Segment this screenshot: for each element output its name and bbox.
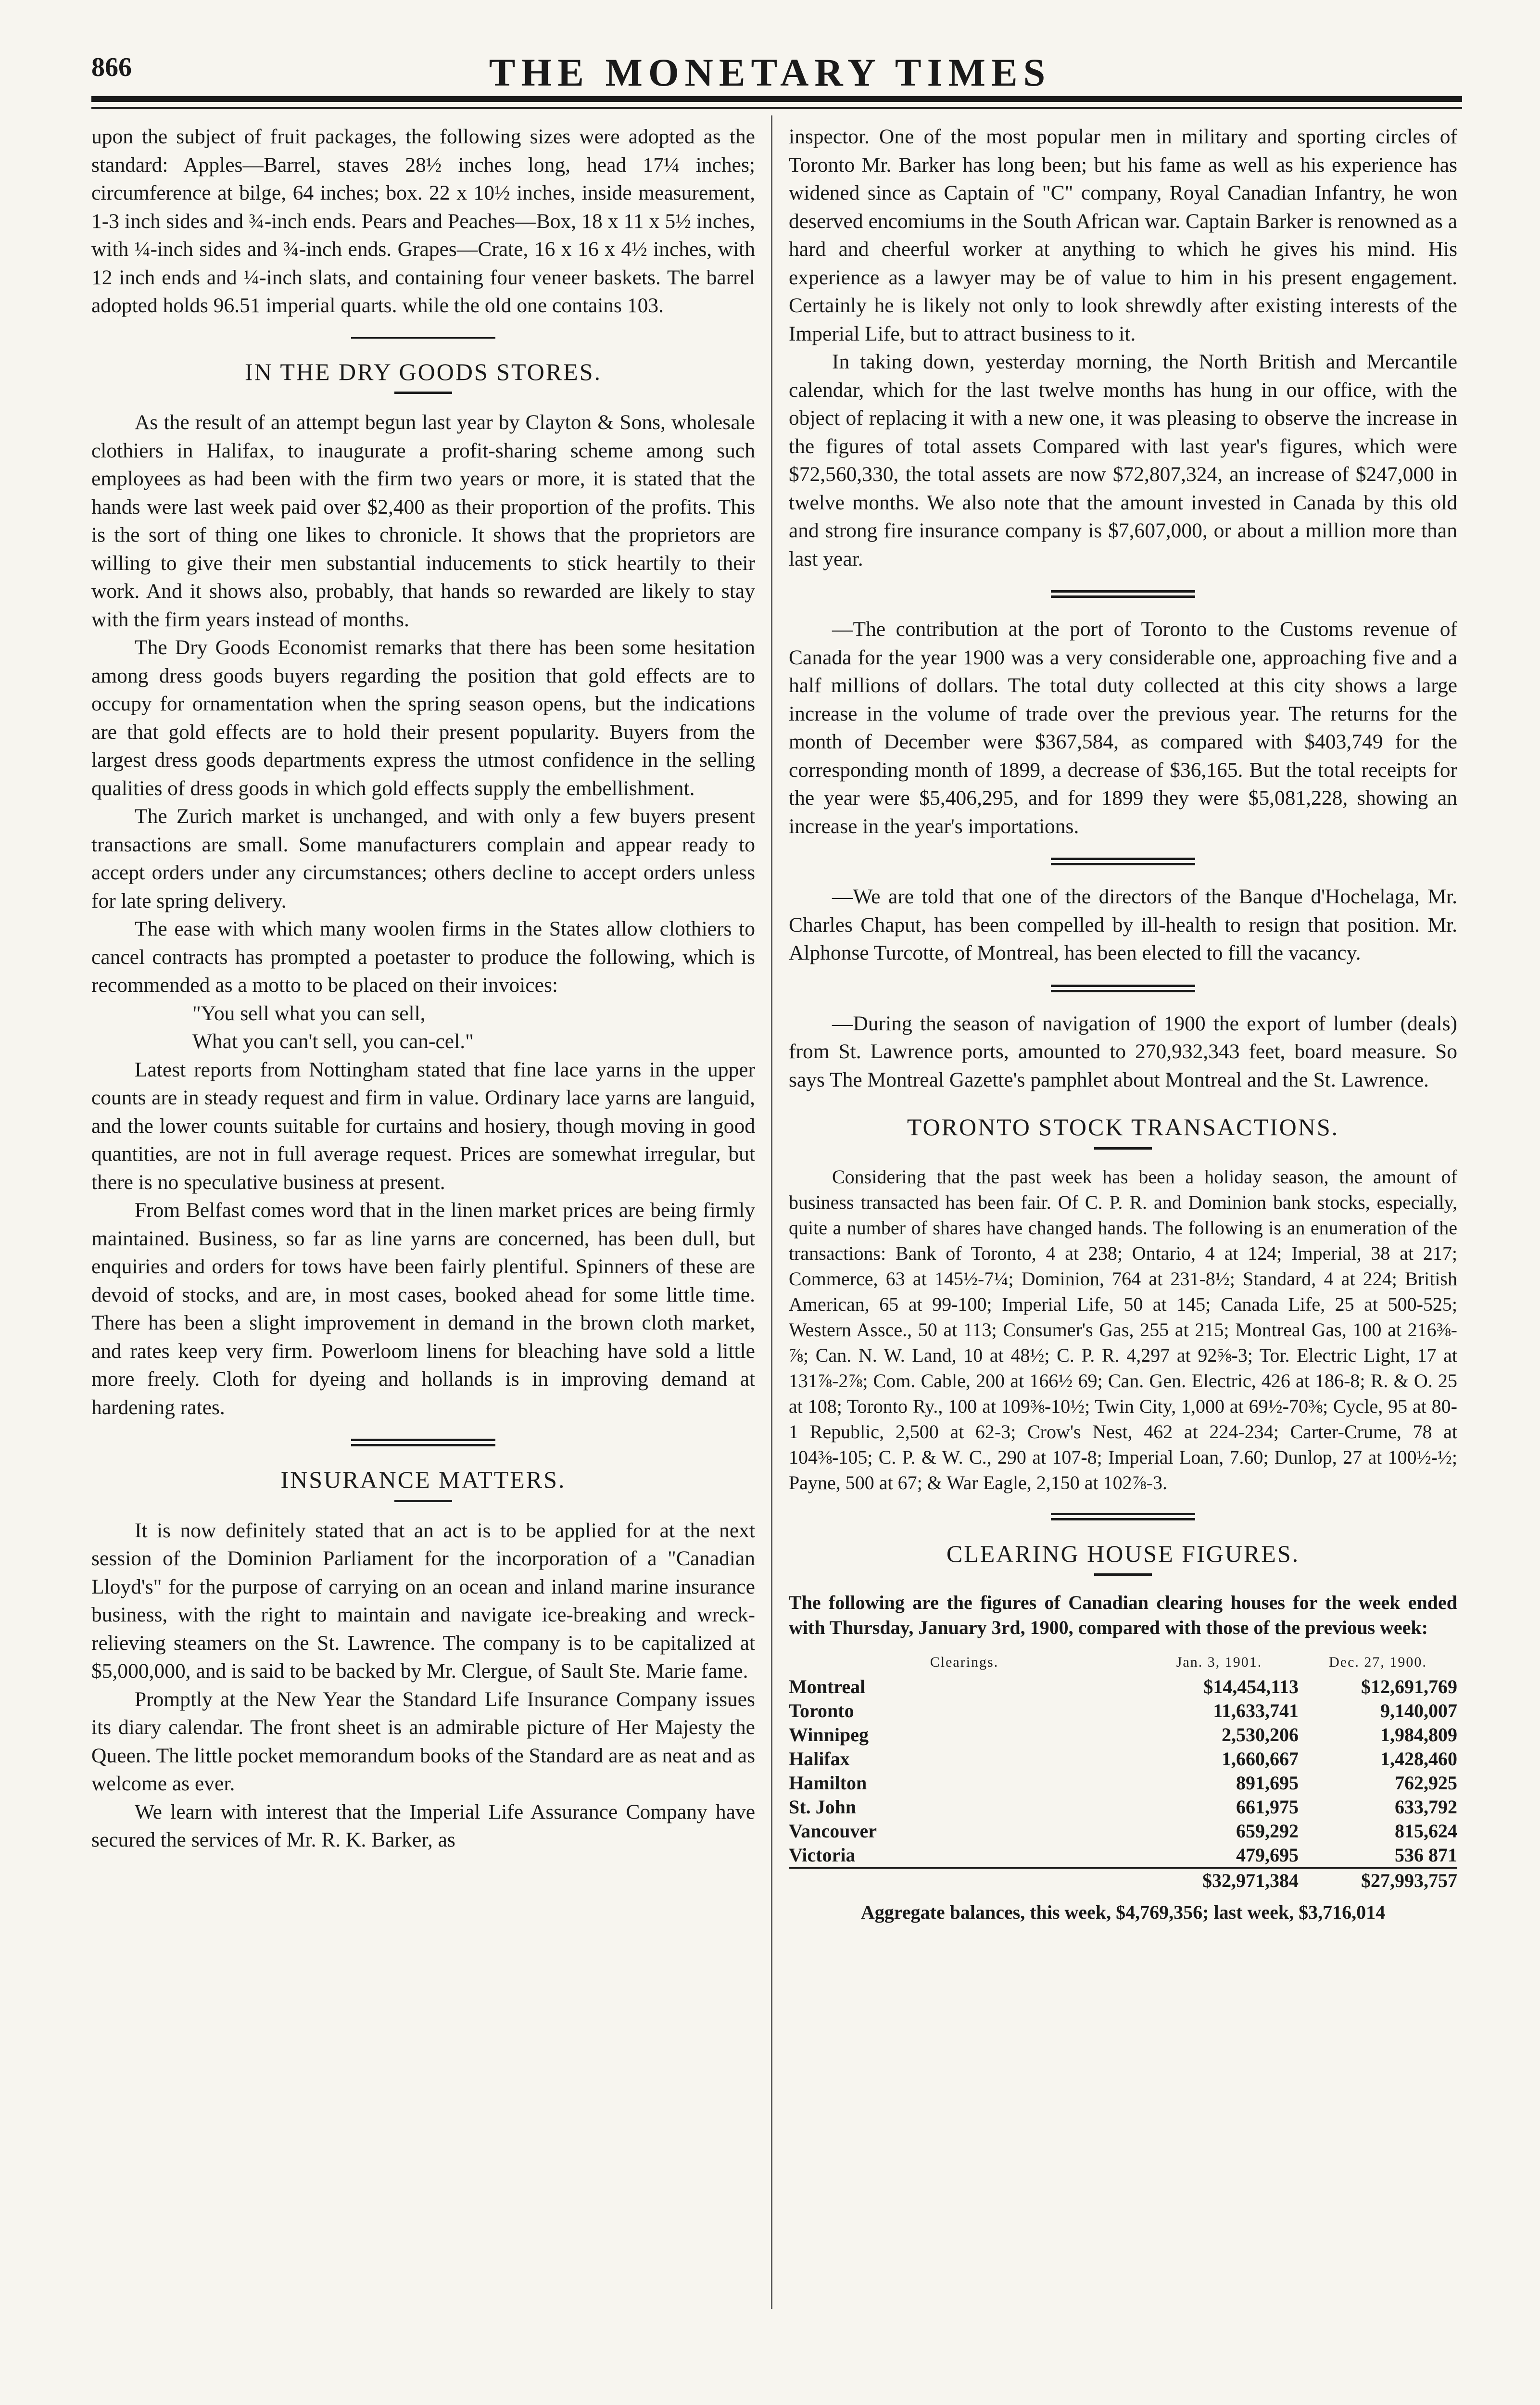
current-week-cell: 661,975 [1236, 1796, 1299, 1818]
totals-label-cell [789, 1868, 1140, 1893]
table-row [789, 1723, 1457, 1747]
dry-goods-paragraph-3: The Zurich market is unchanged, and with only a few buyers present transactions are small. Some manufacturers complain and appear ready to accept orders under any circumstances; others decline to accept orders unless for late spring delivery. [91, 805, 755, 912]
barker-paragraph: inspector. One of the most popular men in military and sporting circles of Toronto Mr. Barker has long been; but his fame as well as his experience has widened since as Captain of "C" company, Royal Canadian Infantry, he won deserved encomiums in the South African war. Captain Barker is renowned as a hard and cheerful worker at anything to which he gives his mind. His experience as a lawyer may be of value to him in his present engagement. Certainly he is likely not only to look shrewdly after existing interests of the Imperial Life, but to attract business to it. [789, 125, 1457, 345]
column-header: Clearings. [930, 1654, 999, 1670]
previous-week-cell: 536 871 [1395, 1844, 1457, 1866]
clearing-house-lead: The following are the figures of Canadian clearing houses for the week ended with Thursday, January 3rd, 1900, compared with those of the previous week: [789, 1592, 1457, 1638]
current-week-cell: 1,660,667 [1222, 1748, 1299, 1770]
masthead-rule-thin [91, 107, 1462, 109]
table-row [789, 1819, 1457, 1843]
right-column [789, 123, 1457, 1927]
section-separator [1051, 590, 1195, 598]
totals-row [789, 1868, 1457, 1893]
insurance-paragraph-1: It is now definitely stated that an act is to be applied for at the next session of the Dominion Parliament for the incorporation of a "Canadian Lloyd's" for the purpose of carrying on an ocean and inland marine insurance business, with the right to maintain and navigate ice-breaking and wreck-relieving steamers on the St. Lawrence. The company is to be capitalized at $5,000,000, and is said to be backed by Mr. Clergue, of Sault Ste. Marie fame. [91, 1519, 755, 1683]
north-british-paragraph: In taking down, yesterday morning, the North British and Mercantile calendar, which for the last twelve months has hung in our office, with the object of replacing it with a new one, it was pleasing to observe the increase in the figures of total assets Compared with last year's figures, which were $72,560,330, the total assets are now $72,807,324, an increase of $247,000 in twelve months. We also note that the amount invested in Canada by this old and strong fire insurance company is $7,607,000, or about a million more than last year. [789, 350, 1457, 570]
insurance-paragraph-2: Promptly at the New Year the Standard Life Insurance Company issues its diary calendar. The front sheet is an admirable picture of Her Majesty the Queen. The little pocket memorandum books of the Standard are as neat and as welcome as ever. [91, 1687, 755, 1795]
column-header: Jan. 3, 1901. [1176, 1654, 1262, 1670]
heading-rule [394, 392, 452, 394]
table-row [789, 1747, 1457, 1771]
current-week-cell: $14,454,113 [1203, 1676, 1299, 1697]
table-row [789, 1675, 1457, 1699]
verse-line-2: What you can't sell, you can-cel." [192, 1030, 474, 1053]
insurance-heading: INSURANCE MATTERS. [280, 1466, 566, 1493]
dry-goods-paragraph-6: From Belfast comes word that in the linen market prices are being firmly maintained. Business, so far as line yarns are concerned, has been dull, but enquiries and orders for tows have been fairly plentiful. Spinners of these are devoid of stocks, and are, in most cases, booked ahead for some little time. There has been a slight improvement in demand in the brown cloth market, and rates keep very firm. Powerloom linens for bleaching have sold a little more freely. Cloth for dyeing and hollands is in improving demand at hardening rates. [91, 1199, 755, 1419]
current-week-cell: 891,695 [1236, 1772, 1299, 1794]
city-cell: Hamilton [789, 1772, 867, 1794]
city-cell: Toronto [789, 1700, 854, 1721]
dry-goods-paragraph-4: The ease with which many woolen firms in the States allow clothiers to cancel contracts has prompted a poetaster to produce the following, which is recommended as a motto to be placed on their invoices: [91, 917, 755, 997]
current-week-total: $32,971,384 [1140, 1868, 1299, 1893]
stock-transactions-heading: TORONTO STOCK TRANSACTIONS. [907, 1114, 1339, 1140]
city-cell: Montreal [789, 1676, 866, 1697]
section-separator [1051, 858, 1195, 865]
current-week-cell: 479,695 [1236, 1844, 1299, 1866]
previous-week-cell: 762,925 [1395, 1772, 1457, 1794]
column-header: Dec. 27, 1900. [1329, 1654, 1427, 1670]
city-cell: St. John [789, 1796, 857, 1818]
lumber-paragraph: —During the season of navigation of 1900 the export of lumber (deals) from St. Lawrence ports, amounted to 270,932,343 feet, board measure. So says The Montreal Gazette's pamphlet about Montreal and the St. Lawrence. [789, 1012, 1457, 1091]
section-separator [1051, 1513, 1195, 1520]
previous-week-cell: $12,691,769 [1361, 1676, 1457, 1697]
previous-week-cell: 9,140,007 [1380, 1700, 1457, 1721]
masthead-title: THE MONETARY TIMES [489, 51, 1051, 94]
city-cell: Victoria [789, 1844, 856, 1866]
current-week-cell: 659,292 [1236, 1820, 1299, 1842]
masthead-rule-thick [91, 96, 1462, 102]
current-week-cell: 2,530,206 [1222, 1724, 1299, 1746]
column-divider [771, 115, 772, 2309]
city-cell: Vancouver [789, 1820, 877, 1842]
previous-week-cell: 633,792 [1395, 1796, 1457, 1818]
dry-goods-paragraph-5: Latest reports from Nottingham stated that fine lace yarns in the upper counts are in steady request and firm in value. Ordinary lace yarns are languid, and the lower counts suitable for curtains and hosiery, though moving in good quantities, are not in full average request. Prices are somewhat irregular, but there is no speculative business at present. [91, 1058, 755, 1194]
fruit-packages-paragraph: upon the subject of fruit packages, the following sizes were adopted as the standard: Apples—Barrel, staves 28½ inches long, head 17¼ inches; circumference at bilge, 64 inches; box. 22 x 10½ inches, inside measurement, 1-3 inch sides and ¾-inch ends. Pears and Peaches—Box, 18 x 11 x 5½ inches, with ¼-inch sides and ¾-inch ends. Grapes—Crate, 16 x 16 x 4½ inches, with 12 inch ends and ¼-inch slats, and containing four veneer baskets. The barrel adopted holds 96.51 imperial quarts. while the old one contains 103. [91, 125, 755, 317]
stock-transactions-paragraph: Considering that the past week has been a holiday season, the amount of business transacted has been fair. Of C. P. R. and Dominion bank stocks, especially, quite a number of shares have changed hands. The following is an enumeration of the transactions: Bank of Toronto, 4 at 238; Ontario, 4 at 124; Imperial, 38 at 217; Commerce, 63 at 145½-7¼; Dominion, 764 at 231-8½; Standard, 4 at 224; British American, 65 at 99-100; Imperial Life, 50 at 145; Canada Life, 25 at 500-525; Western Assce., 50 at 113; Consumer's Gas, 255 at 215; Montreal Gas, 100 at 216⅜-⅞; Can. N. W. Land, 10 at 48½; C. P. R. 4,297 at 92⅝-3; Tor. Electric Light, 17 at 131⅞-2⅞; Com. Cable, 200 at 166½ 69; Can. Gen. Electric, 426 at 186-8; R. & O. 25 at 108; Toronto Ry., 100 at 109⅜-10½; Twin City, 1,000 at 69½-70⅜; Cycle, 95 at 80-1 Republic, 2,500 at 62-3; Crow's Nest, 462 at 224-234; Carter-Crume, 78 at 104⅜-105; C. P. & W. C., 290 at 107-8; Imperial Loan, 7.60; Dunlop, 27 at 100½-½; Payne, 500 at 67; & War Eagle, 2,150 at 102⅞-3. [789, 1165, 1457, 1494]
page-number: 866 [91, 52, 132, 82]
previous-week-cell: 1,428,460 [1380, 1748, 1457, 1770]
city-cell: Halifax [789, 1748, 850, 1770]
aggregate-balances: Aggregate balances, this week, $4,769,356; last week, $3,716,014 [860, 1901, 1386, 1923]
current-week-cell: 11,633,741 [1213, 1700, 1299, 1721]
dry-goods-paragraph-2: The Dry Goods Economist remarks that there has been some hesitation among dress goods buyers regarding the position that gold effects are to occupy for ornamentation when the spring season opens, but the indications are that gold effects are to hold their present popularity. Buyers from the largest dress goods departments express the utmost confidence in the selling qualities of dress goods in which gold effects supply the embellishment. [91, 636, 755, 800]
table-header-row [789, 1650, 1457, 1675]
previous-week-cell: 1,984,809 [1380, 1724, 1457, 1746]
section-separator [1051, 985, 1195, 992]
table-row [789, 1771, 1457, 1795]
previous-week-cell: 815,624 [1395, 1820, 1457, 1842]
customs-paragraph: —The contribution at the port of Toronto to the Customs revenue of Canada for the year 1900 was a very considerable one, approaching five and a half millions of dollars. The total duty collected at this city shows a large increase in the volume of trade over the previous year. The returns for the month of December were $367,584, as compared with $403,749 for the corresponding month of 1899, a decrease of $36,165. But the total receipts for the year were $5,406,295, and for 1899 they were $5,081,228, showing an increase in the year's importations. [789, 618, 1457, 838]
heading-rule [394, 1500, 452, 1502]
clearing-house-heading: CLEARING HOUSE FIGURES. [946, 1540, 1300, 1567]
insurance-paragraph-3: We learn with interest that the Imperial Life Assurance Company have secured the services of Mr. R. K. Barker, as [91, 1800, 755, 1851]
table-row [789, 1843, 1457, 1868]
section-separator [351, 1439, 495, 1446]
banque-paragraph: —We are told that one of the directors of the Banque d'Hochelaga, Mr. Charles Chaput, has been compelled by ill-health to resign that position. Mr. Alphonse Turcotte, of Montreal, has been elected to fill the vacancy. [789, 885, 1457, 964]
left-column [91, 123, 755, 1854]
heading-rule [1094, 1573, 1152, 1576]
verse-line-1: "You sell what you can sell, [192, 1001, 426, 1025]
dry-goods-heading: IN THE DRY GOODS STORES. [245, 358, 602, 385]
previous-week-total: $27,993,757 [1299, 1868, 1457, 1893]
table-row [789, 1795, 1457, 1819]
heading-rule [1094, 1147, 1152, 1150]
city-cell: Winnipeg [789, 1724, 869, 1746]
section-separator [351, 337, 495, 339]
clearing-house-table [789, 1650, 1457, 1893]
dry-goods-paragraph-1: As the result of an attempt begun last year by Clayton & Sons, wholesale clothiers in Halifax, to inaugurate a profit-sharing scheme among such employees as had been with the firm two years or more, it is stated that the hands were last week paid over $2,400 as their proportion of the profits. This is the sort of thing one likes to chronicle. It shows that the proprietors are willing to give their men substantial inducements to stick heartily to their work. And it shows also, probably, that hands so rewarded are likely to stay with the firm years instead of months. [91, 411, 755, 631]
table-row [789, 1699, 1457, 1723]
